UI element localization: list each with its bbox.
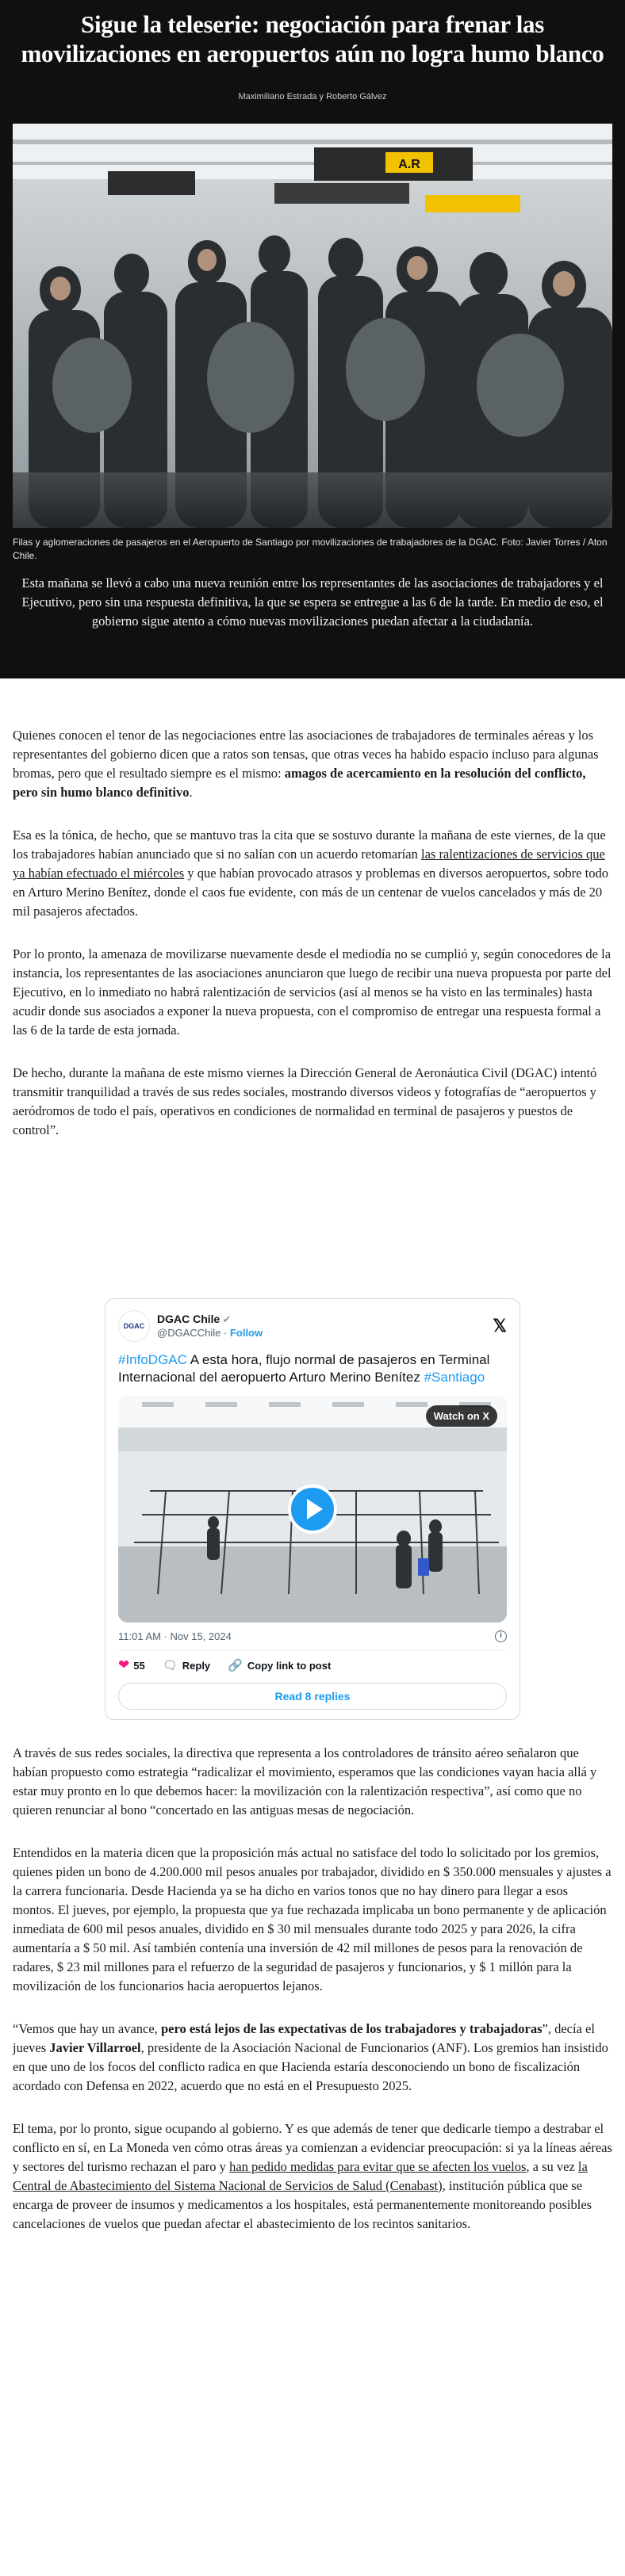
paragraph-3: Por lo pronto, la amenaza de movilizarse nuevamente desde el mediodía no se cumplió y, según conocedores de la instancia, los representantes de las asociaciones anunciaron que luego de recibir una nueva propuesta por parte del Ejecutivo, en lo inmediato no habrá ralentización de servicios (así al menos se ha visto en las terminales) hasta acudir donde sus asociados a exponer la nueva propuesta, con el compromiso de entregar una respuesta formal a las 6 de la tarde de esta jornada.: [13, 946, 612, 1038]
post-author-handle[interactable]: @DGACChile: [157, 1327, 221, 1339]
paragraph-2: Esa es la tónica, de hecho, que se mantuvo tras la cita que se sostuvo durante la mañana de este viernes, de la que los trabajadores habían anunciado que si no salían con un acuerdo retomarían las ralentizaciones de servicios que ya habían efectuado el miércoles y que habían provocado atrasos y problemas en diversos aeropuertos, sobre todo en Arturo Merino Benítez, donde el caos fue evidente, con más de un centenar de vuelos cancelados y más de 20 mil pasajeros afectados.: [13, 827, 608, 919]
play-icon[interactable]: [288, 1485, 337, 1534]
like-button[interactable]: [118, 1657, 145, 1673]
watch-on-x-button[interactable]: Watch on X: [426, 1405, 497, 1427]
photo-caption: Filas y aglomeraciones de pasajeros en el Aeropuerto de Santiago por movilizaciones de trabajadores de la DGAC. Foto: Javier Torres / Aton Chile.: [13, 537, 608, 561]
post-avatar[interactable]: DGAC: [118, 1310, 150, 1342]
paragraph-8: El tema, por lo pronto, sigue ocupando al gobierno. Y es que además de tener que dedicarle tiempo a destrabar el conflicto en sí, en La Moneda ven cómo otras áreas ya comienzan a evidenciar preocupación: si ya la líneas aéreas y sectores del turismo rechazan el paro y han pedido medidas para evitar que se afecten los vuelos, a su vez la Central de Abastecimiento del Sistema Nacional de Servicios de Salud (Cenabast), institución pública que se encarga de proveer de insumos y medicamentos a los hospitales, está permanentemente monitoreando posibles cancelaciones de vuelos que puedan afectar el abastecimiento de los recintos sanitarios.: [13, 2121, 612, 2231]
article-body: [0, 678, 625, 2234]
reply-icon: 🗨: [162, 1659, 178, 1672]
post-meta: [118, 1630, 507, 1642]
post-divider: [118, 1650, 507, 1651]
article-byline: Maximiliano Estrada y Roberto Gálvez: [238, 92, 387, 101]
post-separator: ·: [220, 1327, 230, 1339]
cenabast-link[interactable]: la Central de Abastecimiento del Sistema Nacional de Servicios de Salud (Cenabast): [13, 2159, 588, 2193]
paragraph-7-bold-quote: pero está lejos de las expectativas de los trabajadores y trabajadoras: [160, 2021, 543, 2036]
photo-sign-text: A.R: [398, 158, 420, 171]
paragraph-7-bold-name: Javier Villarroel: [49, 2040, 141, 2055]
lead-photo: [13, 124, 612, 528]
paragraph-1-bold: amagos de acercamiento en la resolución del conflicto, pero sin humo blanco definitivo: [13, 766, 586, 800]
hashtag-infodgac[interactable]: #InfoDGAC: [118, 1352, 187, 1367]
read-replies-button[interactable]: Read 8 replies: [118, 1683, 507, 1710]
like-count: 55: [133, 1659, 145, 1672]
paragraph-4: De hecho, durante la mañana de este mismo viernes la Dirección General de Aeronáutica Civil (DGAC) intentó transmitir tranquilidad a través de sus redes sociales, mostrando diversos videos y fotografías de “aeropuertos y aeródromos de todo el país, operativos en condiciones de normalidad en terminal de pasajeros y puestos de control”.: [13, 1065, 597, 1137]
embedded-post[interactable]: [105, 1298, 520, 1720]
hashtag-santiago[interactable]: #Santiago: [424, 1370, 485, 1385]
reply-button[interactable]: [163, 1658, 210, 1672]
paragraph-5: A través de sus redes sociales, la directiva que representa a los controladores de tránsito aéreo señalaron que habían propuesto como estrategia “radicalizar el movimiento, esperamos que las condiciones vayan hacia allá y estar muy pronto en lo que debemos hacer: la movilización con la ralentización respectiva”, así como que no quieren renunciar al bono “concertado en las antiguas mesas de negociación.: [13, 1745, 597, 1817]
reply-label: Reply: [182, 1659, 211, 1672]
post-text: #InfoDGAC A esta hora, flujo normal de pasajeros en Terminal Internacional del aeropuerto Arturo Merino Benítez #Santiago: [118, 1352, 490, 1385]
copy-link-label: Copy link to post: [247, 1659, 332, 1672]
post-author-name[interactable]: DGAC Chile: [157, 1313, 220, 1325]
copy-link-button[interactable]: [228, 1658, 331, 1672]
article-lede: Esta mañana se llevó a cabo una nueva reunión entre los representantes de las asociaciones de trabajadores y el Ejecutivo, pero sin una respuesta definitiva, la que se espera se entregue a las 6 de la tarde. En medio de eso, el gobierno sigue atento a cómo nuevas movilizaciones puedan afectar a la ciudadanía.: [21, 575, 604, 629]
lead-photo-figure: [13, 124, 612, 563]
article-headline: Sigue la teleserie: negociación para frenar las movilizaciones en aeropuertos aún no logra humo blanco: [21, 10, 604, 67]
follow-button[interactable]: Follow: [229, 1327, 263, 1339]
post-header: [118, 1310, 507, 1342]
x-logo-icon[interactable]: 𝕏: [493, 1316, 507, 1336]
heart-icon: ❤: [118, 1657, 130, 1672]
ralentizaciones-link[interactable]: las ralentizaciones de servicios que ya habían efectuado el miércoles: [13, 847, 605, 881]
post-timestamp[interactable]: 11:01 AM · Nov 15, 2024: [118, 1630, 232, 1642]
post-video[interactable]: [118, 1396, 507, 1622]
verified-badge-icon: ✔: [222, 1313, 232, 1325]
post-actions: [118, 1657, 507, 1673]
paragraph-1: Quienes conocen el tenor de las negociaciones entre las asociaciones de trabajadores de terminales aéreas y los representantes del gobierno dicen que a ratos son tensas, que otras veces ha habido espacio incluso para algunas bromas, pero que el resultado siempre es el mismo: amagos de acercamiento en la resolución del conflicto, pero sin humo blanco definitivo.: [13, 728, 599, 800]
embed-spacer: [13, 1164, 612, 1298]
paragraph-7: “Vemos que hay un avance, pero está lejos de las expectativas de los trabajadores y trabajadoras”, decía el jueves Javier Villarroel, presidente de la Asociación Nacional de Funcionarios (ANF). Los gremios han insistido en que uno de los focos del conflicto radica en que Hacienda estaría desconociendo un bono de fiscalización acordado con Defensa en 2022, acuerdo que no está en el Presupuesto 2025.: [13, 2021, 608, 2093]
medidas-vuelos-link[interactable]: han pedido medidas para evitar que se afecten los vuelos: [229, 2159, 527, 2174]
paragraph-6: Entendidos en la materia dicen que la proposición más actual no satisface del todo lo solicitado por los gremios, quienes piden un bono de 4.200.000 mil pesos anuales por trabajador, dividido en $ 350.000 mensuales y ajustes a la carrera funcionaria. Desde Hacienda ya se ha dicho en varios tonos que no hay dinero para llegar a esos montos. El jueves, por ejemplo, la propuesta que ya fue rechazada implicaba un bono permanente y de aplicación inmediata de 600 mil pesos anuales, dividido en $ 30 mil mensuales durante todo 2025 y para 2026, la cifra aumentaría a $ 50 mil. Así también contenía una inversión de 42 mil millones de pesos para la renovación de radares, $ 23 mil millones para el refuerzo de la seguridad de pasajeros y funcionarios, y $ 1 millón para la movilización de los funcionarios hacia aeropuertos lejanos.: [13, 1845, 612, 1993]
post-author: [157, 1313, 488, 1340]
info-icon[interactable]: i: [495, 1630, 507, 1642]
article-hero: [0, 0, 625, 678]
link-icon: 🔗: [228, 1659, 243, 1672]
